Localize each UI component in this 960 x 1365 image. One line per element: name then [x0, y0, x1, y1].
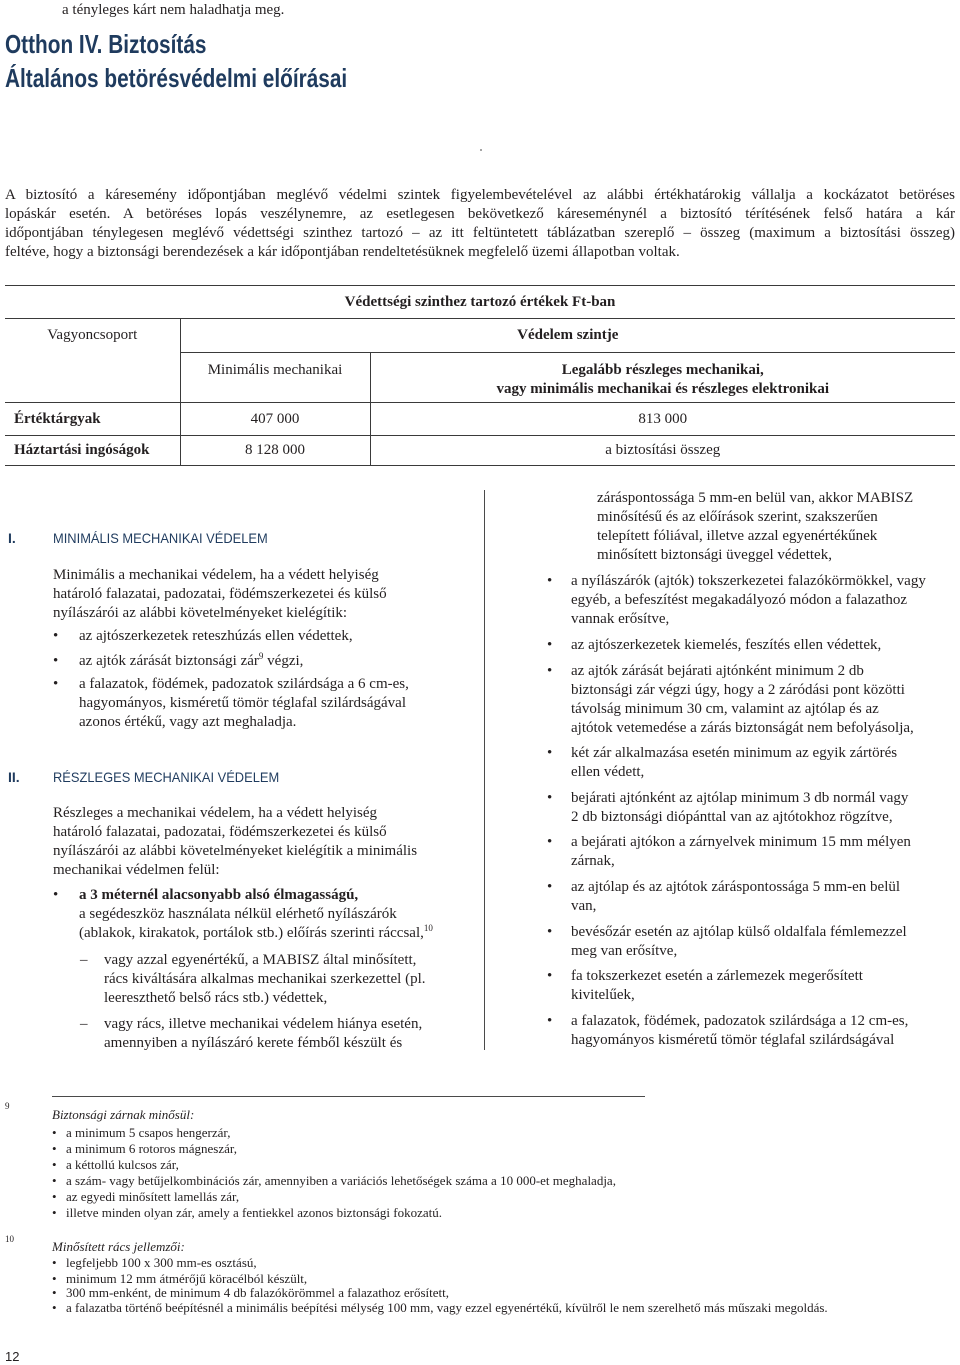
list-item-line: fa tokszerkezet esetén a zárlemezek megerősített — [571, 968, 863, 984]
list-item-line: a falazatok, födémek, padozatok szilárdsága a 12 cm-es, — [571, 1013, 909, 1029]
footnote-item-text: illetve minden olyan zár, amely a fentiekkel azonos biztonsági fokozatú. — [66, 1205, 442, 1220]
bullet-icon — [547, 744, 552, 763]
section-number: I. — [8, 530, 16, 546]
page-number: 12 — [5, 1349, 20, 1364]
list-item-line — [79, 924, 433, 943]
paragraph-line: nyílászárói az alábbi követelményeket kielégítik: — [53, 605, 348, 621]
group-header: Vagyoncsoport — [5, 319, 180, 403]
bullet-icon — [547, 662, 552, 681]
list-item-text — [79, 652, 303, 671]
values-header: Védettségi szinthez tartozó értékek Ft-ban — [344, 293, 616, 310]
bullet-icon — [547, 878, 552, 897]
list-item-line: hagyományos kisméretű tömör téglafal szilárdságával — [571, 1032, 895, 1048]
paragraph-line: Részleges a mechanikai védelem, ha a védett helyiség — [53, 805, 378, 821]
footnote-number: 9 — [5, 1101, 10, 1111]
list-item-line: a segédeszköz használata nélkül elérhető nyílászárók — [79, 906, 397, 922]
list-item-line: amennyiben a nyílászáró kerete fémből készült és — [104, 1035, 403, 1051]
list-item-line: van, — [571, 898, 597, 914]
section-number: II. — [8, 769, 20, 785]
list-item-line: ajtótok vetemedése a zárás biztonságát nem befolyásolja, — [571, 720, 914, 736]
carry-over-line: a tényleges kárt nem haladhatja meg. — [62, 2, 285, 18]
bullet-icon — [547, 833, 552, 852]
list-item-line: biztonsági zár végzi úgy, hogy a 2 záródási pont közötti — [571, 682, 905, 698]
footnote-number: 10 — [5, 1234, 14, 1244]
bullet-icon — [52, 1189, 57, 1205]
list-item-line: azonos értékű, vagy azt meghaladja. — [79, 714, 297, 730]
footnote-ref: 9 — [258, 651, 264, 661]
list-item-line: a nyílászárók (ajtók) tokszerkezetei falazókörmökkel, vagy — [571, 573, 926, 589]
paragraph-line: Minimális a mechanikai védelem, ha a védett helyiség — [53, 567, 379, 583]
level-partial-line: vagy minimális mechanikai és részleges elektronikai — [496, 381, 830, 397]
list-item-line: leereszthető belső rács stb.) védettek, — [104, 990, 328, 1006]
bullet-icon — [52, 1205, 57, 1221]
list-item-line: zárnak, — [571, 853, 615, 869]
row-partial-value: a biztosítási összeg — [370, 436, 955, 466]
bullet-icon — [53, 886, 58, 905]
list-item-line: rács kiváltására alkalmas mechanikai szerkezettel (pl. — [104, 971, 426, 987]
dash-icon — [80, 951, 88, 970]
list-item-line: a falazatok, födémek, padozatok szilárdsága a 6 cm-es, — [79, 676, 409, 692]
list-item-line: az ajtószerkezetek kiemelés, feszítés ellen védettek, — [571, 637, 882, 653]
paragraph-line: minősítésű és az előírások szerint, szakszerűen — [597, 509, 878, 525]
bullet-icon — [52, 1255, 57, 1271]
text-part: az ajtók zárását biztonsági zár — [79, 653, 259, 669]
bullet-icon — [547, 636, 552, 655]
section-intro — [53, 566, 387, 623]
list-item-line: vannak erősítve, — [571, 611, 670, 627]
footnote-item-text: a falazatba történő beépítésnél a minimális beépítési mélység 100 mm, vagy ezzel egyenértékű, kívülről le nem szerelhető más műszaki megoldás. — [66, 1300, 828, 1315]
list-item-line: egyéb, a befeszítést megakadályozó módon a falazathoz — [571, 592, 908, 608]
list-item-line: bevésőzár esetén az ajtólap külső oldalfala fémlemezzel — [571, 924, 907, 940]
list-item-line: két zár alkalmazása esetén minimum az egyik zártörés — [571, 745, 898, 761]
footnote-item-text: a kéttollú kulcsos zár, — [66, 1157, 179, 1172]
level-header: Védelem szintje — [180, 319, 955, 353]
list-item-line: az ajtólap és az ajtótok záráspontossága 5 mm-en belül — [571, 879, 901, 895]
document-title: Otthon IV. Biztosítás — [5, 29, 207, 59]
dash-icon — [80, 1015, 88, 1034]
footnote-item-text: a szám- vagy betűjelkombinációs zár, amennyiben a variációs lehetőségek száma a 10 000-et meghaladja, — [66, 1173, 616, 1188]
list-item-line: bejárati ajtónként az ajtólap minimum 3 db normál vagy — [571, 790, 909, 806]
level-partial-line: Legalább részleges mechanikai, — [561, 362, 764, 378]
bullet-icon — [52, 1141, 57, 1157]
footnote-item-text: minimum 12 mm átmérőjű köracélból készült, — [66, 1271, 308, 1286]
bullet-icon — [53, 675, 58, 694]
level-partial-header — [370, 353, 955, 403]
paragraph-line: nyílászárói az alábbi követelményeket kielégítik a minimális — [53, 843, 418, 859]
list-item-line: a bejárati ajtókon a zárnyelvek minimum 15 mm mélyen — [571, 834, 911, 850]
continuation-text — [597, 489, 913, 565]
row-min-value: 407 000 — [180, 403, 370, 436]
text-part: (ablakok, kirakatok, portálok stb.) előírás szerinti ráccsal, — [79, 925, 424, 941]
bullet-icon — [52, 1173, 57, 1189]
list-item-line: kivitelűek, — [571, 987, 635, 1003]
bullet-icon — [52, 1157, 57, 1173]
stray-dot — [480, 149, 482, 151]
bullet-icon — [53, 652, 58, 671]
paragraph-line: A biztosító a káresemény időpontjában meglévő védelmi szintek figyelembevételével az alábbi értékhatárokig vállalja a kockázatot betöréses — [5, 187, 955, 203]
bullet-icon — [547, 789, 552, 808]
footnote-item-text: a minimum 6 rotoros mágneszár, — [66, 1141, 237, 1156]
list-item-line: hagyományos, kisméretű tömör téglafal szilárdságával — [79, 695, 406, 711]
paragraph-line: feltéve, hogy a biztonsági berendezések a kár időpontjában rendeltetésüknek megfelelő üzemi állapotban voltak. — [5, 244, 680, 260]
footnote-title: Biztonsági zárnak minősül: — [52, 1107, 195, 1122]
intro-paragraph — [5, 186, 955, 262]
footnote-ref: 10 — [423, 923, 433, 933]
bullet-icon — [52, 1285, 57, 1301]
bullet-icon — [547, 1012, 552, 1031]
protection-value-table — [5, 285, 955, 466]
row-label: Értéktárgyak — [5, 403, 180, 436]
paragraph-line: záráspontossága 5 mm-en belül van, akkor MABISZ — [597, 490, 914, 506]
paragraph-line: határoló falazatai, padozatai, födémszerkezetei és külső — [53, 586, 387, 602]
section-title: RÉSZLEGES MECHANIKAI VÉDELEM — [53, 769, 280, 785]
paragraph-line: mechanikai védelmen felül: — [53, 862, 220, 878]
table-row — [5, 436, 955, 466]
paragraph-line: határoló falazatai, padozatai, födémszerkezetei és külső — [53, 824, 387, 840]
list-item-line: ellen védett, — [571, 764, 645, 780]
list-item-line: a 3 méternél alacsonyabb alsó élmagasságú, — [79, 887, 359, 903]
list-item-line: távolság minimum 30 cm, valamint az ajtólap és az — [571, 701, 879, 717]
level-min-header: Minimális mechanikai — [180, 353, 370, 403]
bullet-icon — [52, 1125, 57, 1141]
footnote-separator — [52, 1096, 645, 1097]
row-label: Háztartási ingóságok — [5, 436, 180, 466]
bullet-icon — [52, 1300, 57, 1316]
list-item-line: vagy rács, illetve mechanikai védelem hiánya esetén, — [104, 1016, 423, 1032]
column-divider — [484, 490, 485, 1050]
footnote-item-text: legfeljebb 100 x 300 mm-es osztású, — [66, 1255, 257, 1270]
footnote-item-text: a minimum 5 csapos hengerzár, — [66, 1125, 231, 1140]
bullet-icon — [547, 967, 552, 986]
paragraph-line: minősített biztonsági üveggel védettek, — [597, 547, 832, 563]
section-intro — [53, 804, 417, 880]
section-title: MINIMÁLIS MECHANIKAI VÉDELEM — [53, 530, 268, 546]
row-min-value: 8 128 000 — [180, 436, 370, 466]
footnote-item-text: az egyedi minősített lamellás zár, — [66, 1189, 240, 1204]
paragraph-line: telepített fóliával, illetve azzal egyenértékűnek — [597, 528, 878, 544]
list-item-line: 2 db biztonsági diópánttal van az ajtótokhoz rögzítve, — [571, 809, 893, 825]
footnote-title: Minősített rács jellemzői: — [52, 1239, 185, 1254]
document-subtitle: Általános betörésvédelmi előírásai — [5, 63, 348, 93]
paragraph-line: időpontjában ténylegesen meglévő védettségi szinthez tartozó – az itt feltüntetett táblázatban szereplő – összeg (maximum a biztosítási összeg) — [5, 225, 955, 241]
table-row — [5, 403, 955, 436]
footnote-item-text: 300 mm-enként, de minimum 4 db falazókörömmel a falazathoz erősített, — [66, 1285, 450, 1300]
list-item-line: vagy azzal egyenértékű, a MABISZ által minősített, — [104, 952, 417, 968]
paragraph-line: lopáskár esetén. A betöréses lopás veszélynemre, az esetlegesen bekövetkező káreseménynél a biztosító térítésének felső határa a kár — [5, 206, 955, 222]
text-part: végzi, — [263, 653, 304, 669]
bullet-icon — [53, 627, 58, 646]
list-item-line: meg van erősítve, — [571, 943, 678, 959]
list-item-line: az ajtók zárását bejárati ajtónként minimum 2 db — [571, 663, 864, 679]
bullet-icon — [547, 923, 552, 942]
bullet-icon — [547, 572, 552, 591]
list-item-text: az ajtószerkezetek reteszhúzás ellen védettek, — [79, 628, 353, 644]
row-partial-value: 813 000 — [370, 403, 955, 436]
